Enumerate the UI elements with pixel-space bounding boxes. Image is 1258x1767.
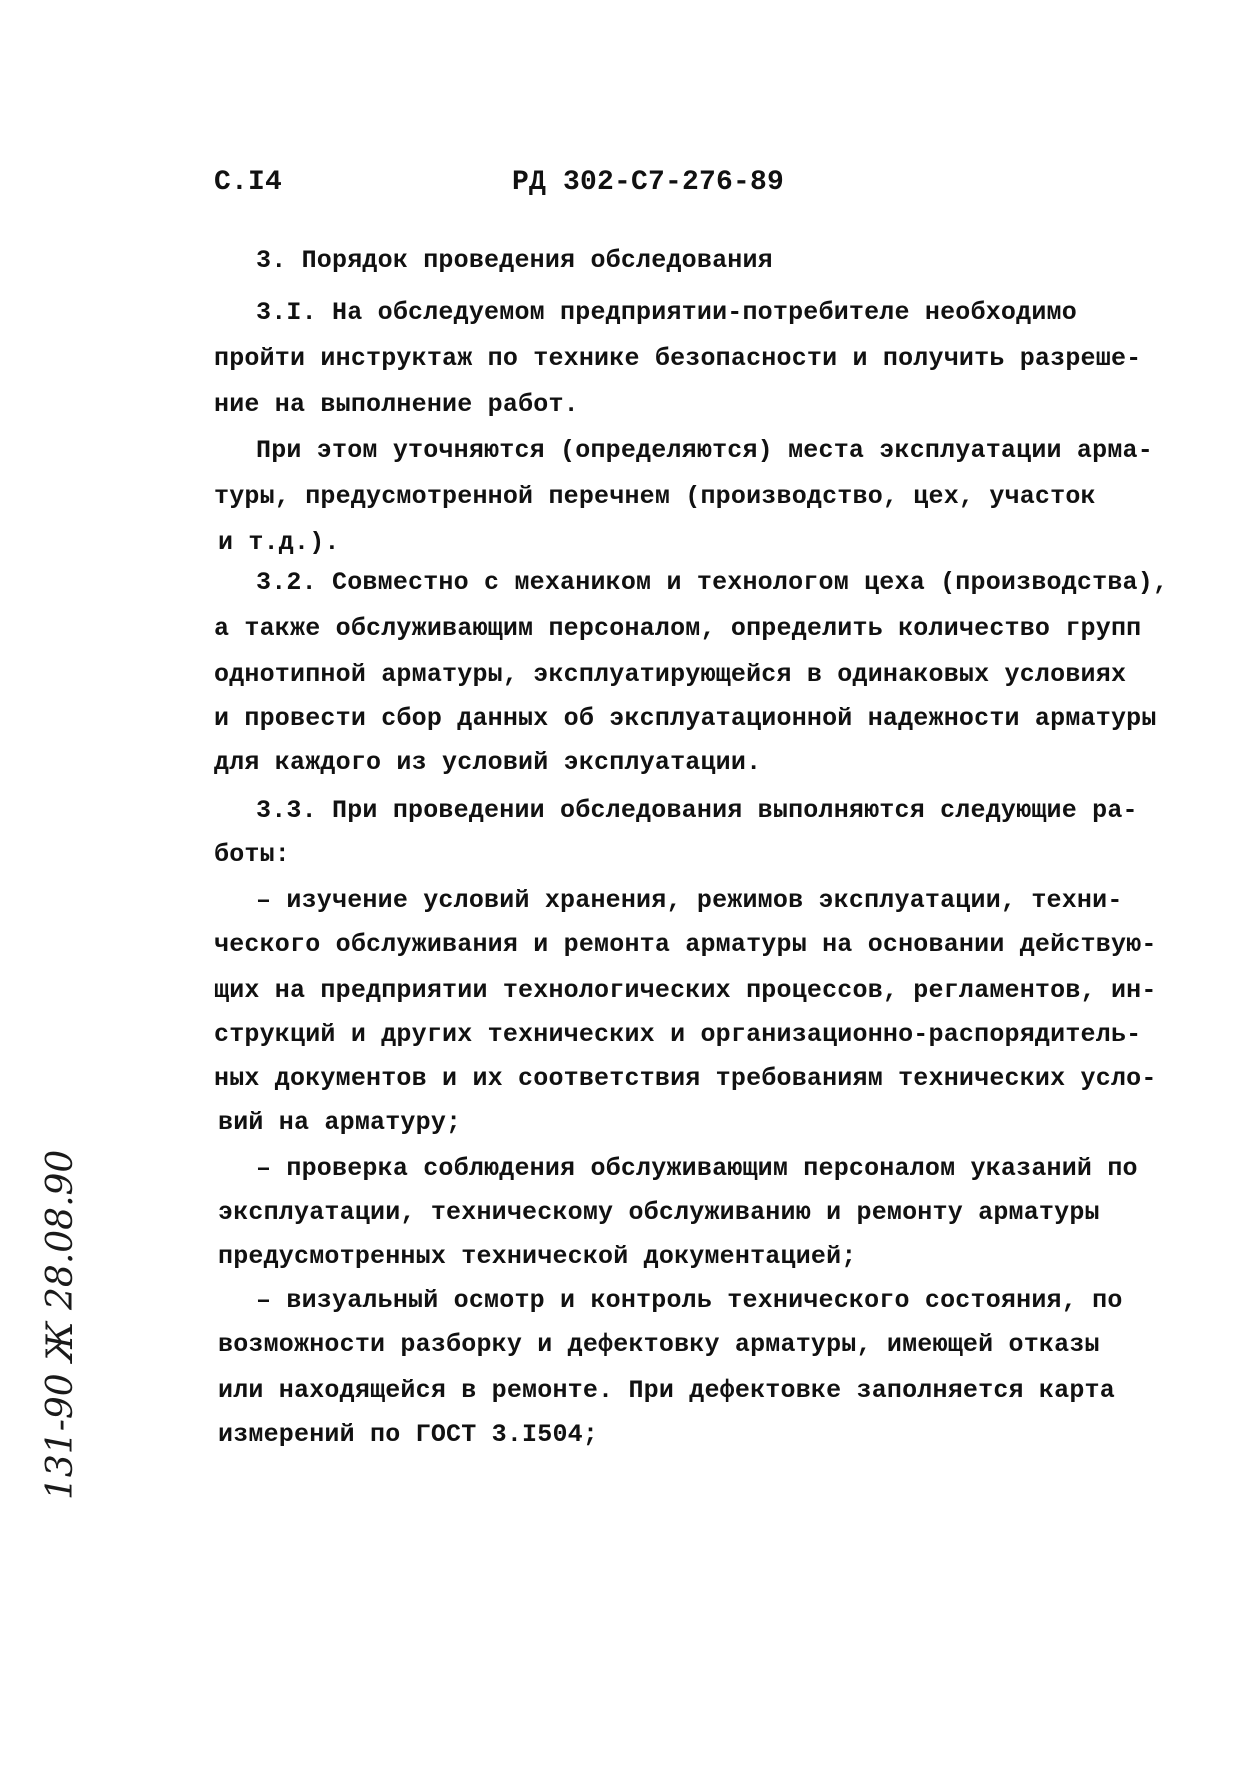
text-line: щих на предприятии технологических процессов, регламентов, ин-	[214, 976, 1157, 1005]
page-number: С.I4	[214, 167, 283, 198]
text-line: измерений по ГОСТ 3.I504;	[218, 1420, 599, 1449]
text-line: ние на выполнение работ.	[214, 390, 579, 419]
text-line: и провести сбор данных об эксплуатационной надежности арматуры	[214, 704, 1157, 733]
text-line: однотипной арматуры, эксплуатирующейся в одинаковых условиях	[214, 660, 1127, 689]
text-line: 3.I. На обследуемом предприятии-потребителе необходимо	[256, 298, 1077, 327]
document-code: РД 302-С7-276-89	[512, 167, 785, 198]
text-line: и т.д.).	[218, 528, 340, 557]
text-line: а также обслуживающим персоналом, определить количество групп	[214, 614, 1142, 643]
text-line: возможности разборку и дефектовку арматуры, имеющей отказы	[218, 1330, 1100, 1359]
text-line: ческого обслуживания и ремонта арматуры на основании действую-	[214, 930, 1157, 959]
text-line: – изучение условий хранения, режимов эксплуатации, техни-	[256, 886, 1123, 915]
text-line: При этом уточняются (определяются) места эксплуатации арма-	[256, 436, 1153, 465]
text-line: 3.3. При проведении обследования выполняются следующие ра-	[256, 796, 1138, 825]
text-line: боты:	[214, 840, 291, 869]
handwritten-margin-note: 131-90 Ж 28.08.90	[40, 1149, 81, 1500]
text-line: – проверка соблюдения обслуживающим персоналом указаний по	[256, 1154, 1138, 1183]
text-line: 3.2. Совместно с механиком и технологом цеха (производства),	[256, 568, 1169, 597]
text-line: пройти инструктаж по технике безопасности и получить разреше-	[214, 344, 1142, 373]
text-line: или находящейся в ремонте. При дефектовке заполняется карта	[218, 1376, 1115, 1405]
text-line: предусмотренных технической документацией;	[218, 1242, 857, 1271]
text-line: – визуальный осмотр и контроль технического состояния, по	[256, 1286, 1123, 1315]
text-line: ных документов и их соответствия требованиям технических усло-	[214, 1064, 1157, 1093]
section-title: 3. Порядок проведения обследования	[256, 246, 773, 275]
text-line: для каждого из условий эксплуатации.	[214, 748, 762, 777]
text-line: струкций и других технических и организационно-распорядитель-	[214, 1020, 1142, 1049]
text-line: эксплуатации, техническому обслуживанию и ремонту арматуры	[218, 1198, 1100, 1227]
text-line: туры, предусмотренной перечнем (производство, цех, участок	[214, 482, 1096, 511]
text-line: вий на арматуру;	[218, 1108, 462, 1137]
